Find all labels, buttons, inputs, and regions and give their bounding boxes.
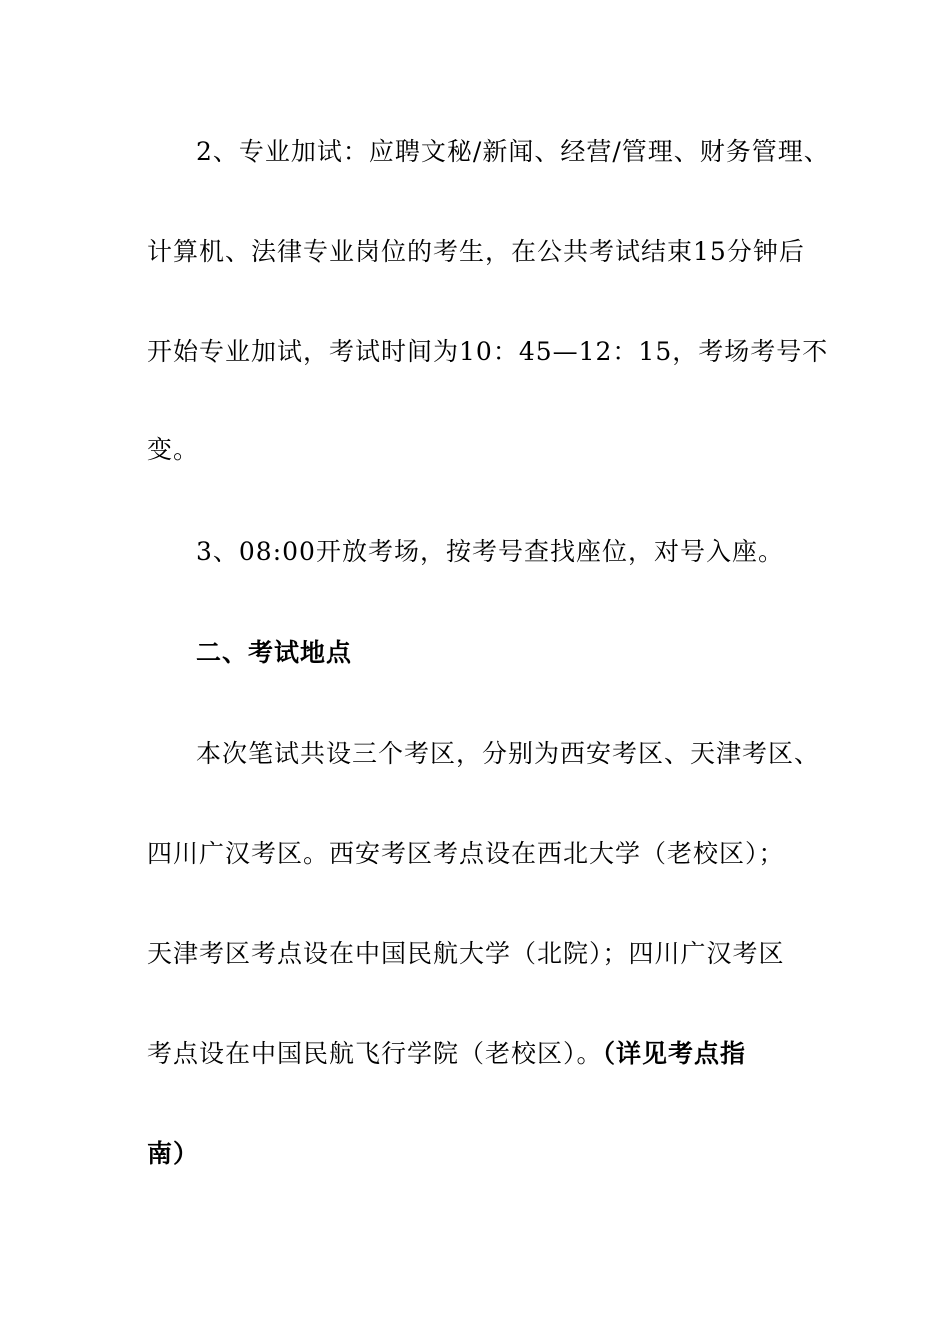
paragraph-line: 四川广汉考区。西安考区考点设在西北大学（老校区）； — [147, 839, 785, 868]
paragraph-line: 计算机、法律专业岗位的考生，在公共考试结束15分钟后 — [147, 237, 805, 266]
paragraph-line: 3、08:00开放考场，按考号查找座位，对号入座。 — [196, 537, 784, 566]
section-heading: 二、考试地点 — [196, 638, 353, 667]
paragraph-line: 2、专业加试：应聘文秘/新闻、经营/管理、财务管理、 — [196, 137, 830, 166]
paragraph-text: 考点设在中国民航飞行学院（老校区）。 — [147, 1039, 603, 1068]
guide-note-end: 南） — [147, 1139, 200, 1168]
paragraph-line: 变。 — [147, 435, 200, 464]
paragraph-line — [147, 1038, 746, 1070]
paragraph-line: 天津考区考点设在中国民航大学（北院）；四川广汉考区 — [147, 939, 785, 968]
guide-note: （详见考点指 — [602, 1039, 747, 1068]
paragraph-line: 开始专业加试，考试时间为10：45—12：15，考场考号不 — [147, 337, 829, 366]
paragraph-line: 本次笔试共设三个考区，分别为西安考区、天津考区、 — [196, 739, 821, 768]
